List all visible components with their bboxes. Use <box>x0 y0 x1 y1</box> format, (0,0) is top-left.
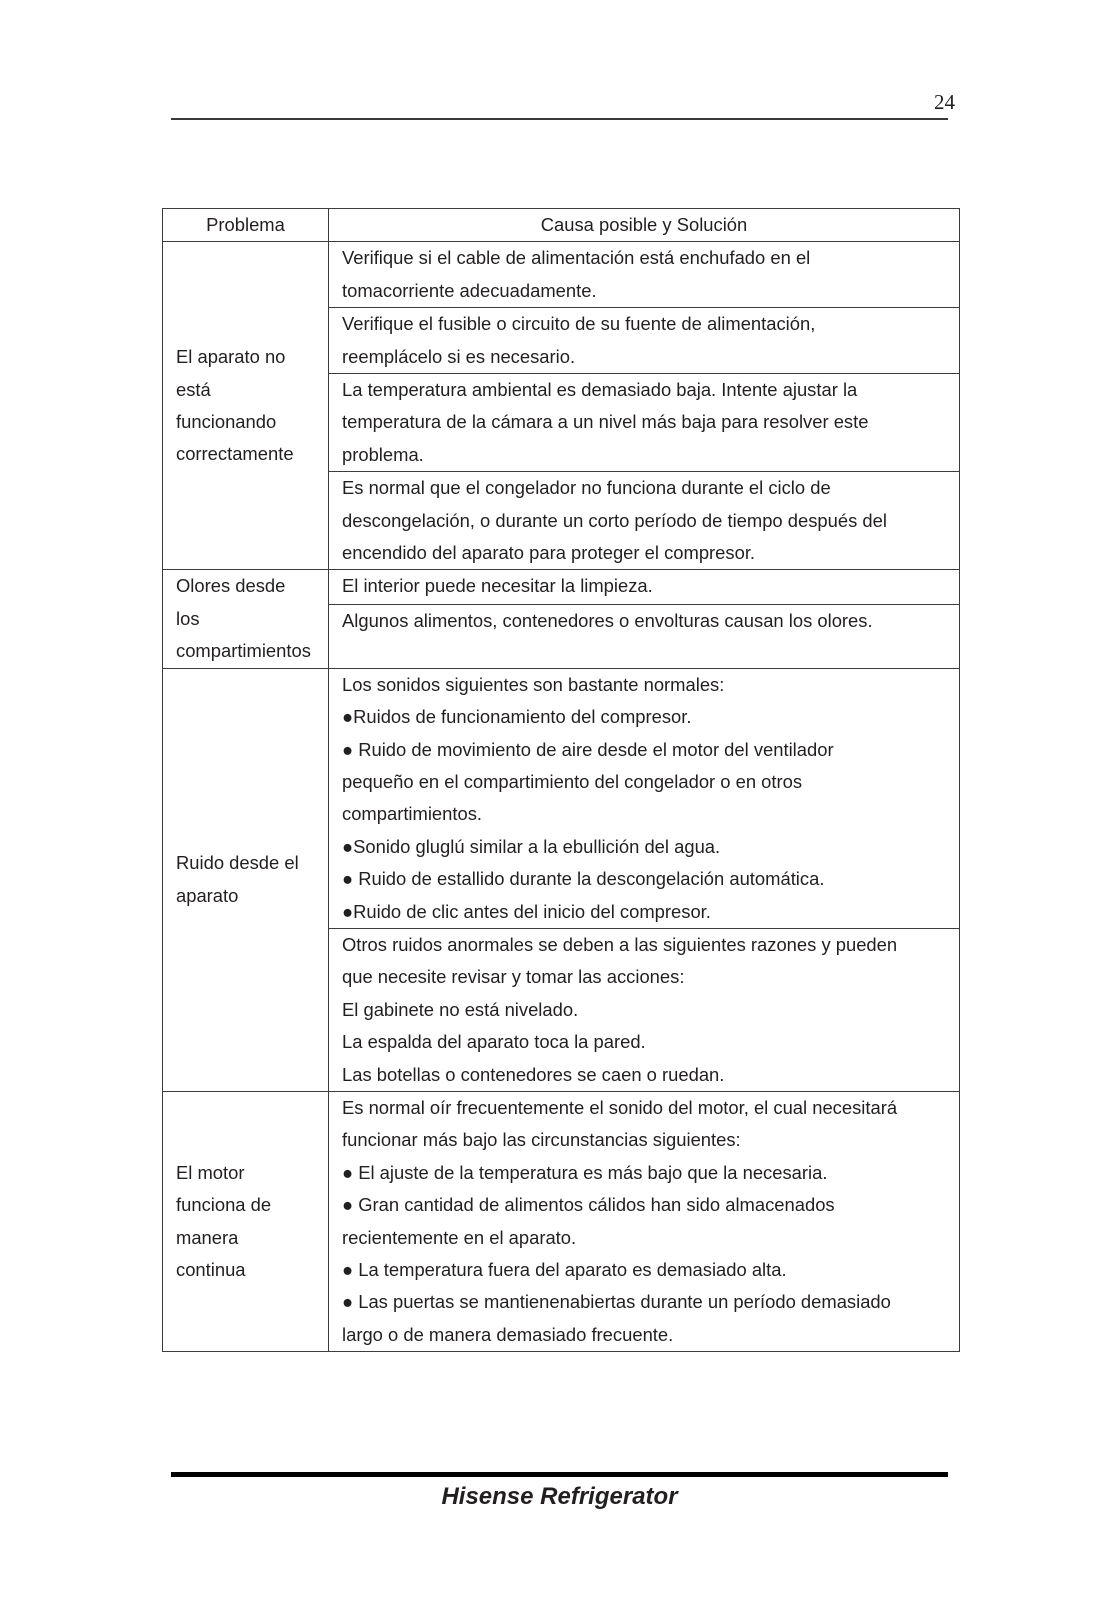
problem-cell-motor <box>163 1091 329 1351</box>
table-row <box>163 1091 960 1351</box>
footer-brand: Hisense Refrigerator <box>441 1483 678 1510</box>
solution-line: ● El ajuste de la temperatura es más bajo que la necesaria. <box>342 1161 828 1183</box>
solution-line: descongelación, o durante un corto período de tiempo después del <box>342 509 887 531</box>
solution-line: temperatura de la cámara a un nivel más baja para resolver este <box>342 411 869 433</box>
solution-line: problema. <box>342 443 424 465</box>
solution-line: ● Ruido de estallido durante la descongelación automática. <box>342 868 825 890</box>
solution-line: compartimientos. <box>342 803 483 825</box>
solution-line: Otros ruidos anormales se deben a las siguientes razones y pueden <box>342 933 898 955</box>
solution-line: reemplácelo si es necesario. <box>342 345 576 367</box>
solution-line: ● La temperatura fuera del aparato es demasiado alta. <box>342 1259 787 1280</box>
problem-line: manera <box>176 1226 239 1248</box>
solution-line: ●Ruido de clic antes del inicio del compresor. <box>342 900 711 922</box>
problem-line: compartimientos <box>176 640 311 662</box>
page-number: 24 <box>934 90 955 114</box>
problem-line: funciona de <box>176 1194 272 1216</box>
solution-line: que necesite revisar y tomar las acciones: <box>342 966 685 988</box>
solution-line: pequeño en el compartimiento del congelador o en otros <box>342 770 803 792</box>
table-header-row <box>163 209 960 242</box>
problem-line: Ruido desde el <box>176 852 299 874</box>
problem-line: los <box>176 607 200 629</box>
header-solution: Causa posible y Solución <box>329 209 960 242</box>
solution-line: Los sonidos siguientes son bastante normales: <box>342 673 725 695</box>
solution-line: ● Ruido de movimiento de aire desde el motor del ventilador <box>342 738 834 760</box>
problem-line: continua <box>176 1259 246 1280</box>
problem-cell-noise <box>163 668 329 1091</box>
problem-line: El motor <box>176 1161 245 1183</box>
table-row <box>163 242 960 308</box>
solution-line: El gabinete no está nivelado. <box>342 998 579 1020</box>
solution-cell <box>329 1091 960 1351</box>
solution-cell <box>329 472 960 570</box>
solution-line: ● Gran cantidad de alimentos cálidos han sido almacenados <box>342 1194 835 1216</box>
solution-line: ●Ruidos de funcionamiento del compresor. <box>342 706 692 728</box>
header-problem: Problema <box>163 209 329 242</box>
solution-line: Las botellas o contenedores se caen o ruedan. <box>342 1063 725 1085</box>
problem-line: El aparato no <box>176 346 286 368</box>
solution-cell <box>329 668 960 928</box>
solution-cell <box>329 570 960 604</box>
problem-cell-odors <box>163 570 329 668</box>
solution-line: Verifique el fusible o circuito de su fuente de alimentación, <box>342 313 816 335</box>
problem-line: está <box>176 378 211 400</box>
solution-line: La temperatura ambiental es demasiado baja. Intente ajustar la <box>342 379 858 401</box>
solution-line: tomacorriente adecuadamente. <box>342 279 597 301</box>
solution-line: encendido del aparato para proteger el compresor. <box>342 542 756 564</box>
problem-cell-not-working <box>163 242 329 570</box>
solution-cell <box>329 242 960 308</box>
solution-line: recientemente en el aparato. <box>342 1226 577 1248</box>
problem-line: correctamente <box>176 443 294 465</box>
header-rule <box>171 118 948 120</box>
table-row <box>163 570 960 604</box>
solution-line: Es normal que el congelador no funciona durante el ciclo de <box>342 477 831 499</box>
solution-cell <box>329 308 960 374</box>
solution-line: El interior puede necesitar la limpieza. <box>342 575 653 597</box>
solution-line: Verifique si el cable de alimentación está enchufado en el <box>342 247 811 269</box>
solution-cell <box>329 374 960 472</box>
problem-line: Olores desde <box>176 575 286 597</box>
problem-line: funcionando <box>176 410 277 432</box>
solution-line: largo o de manera demasiado frecuente. <box>342 1323 674 1345</box>
footer-rule <box>171 1472 948 1477</box>
solution-line: ● Las puertas se mantienenabiertas durante un período demasiado <box>342 1291 891 1313</box>
solution-line: funcionar más bajo las circunstancias siguientes: <box>342 1129 741 1151</box>
solution-line: La espalda del aparato toca la pared. <box>342 1031 646 1053</box>
solution-cell <box>329 928 960 1091</box>
problem-line: aparato <box>176 884 239 906</box>
solution-line: ●Sonido gluglú similar a la ebullición del agua. <box>342 835 721 857</box>
solution-line: Es normal oír frecuentemente el sonido del motor, el cual necesitará <box>342 1096 898 1118</box>
table-row <box>163 668 960 928</box>
solution-cell <box>329 604 960 668</box>
troubleshooting-table <box>162 208 960 1352</box>
solution-line: Algunos alimentos, contenedores o envolturas causan los olores. <box>342 609 873 631</box>
